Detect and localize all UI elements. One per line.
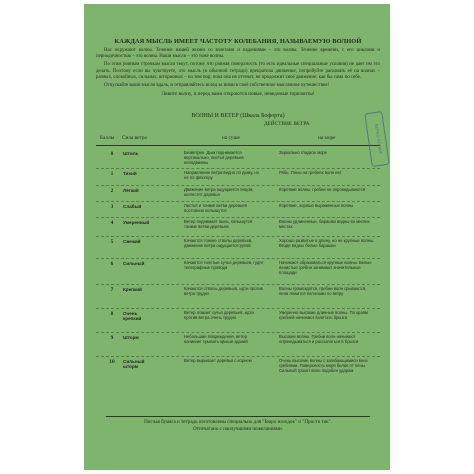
row-force-name: Лёгкий — [123, 187, 139, 193]
row-balls: 8 — [110, 310, 114, 317]
row-sea-effect: Рябь. Пены на гребнях волн нет — [279, 169, 342, 175]
row-sea-effect: Высокие волны. Гребни волн начинают опрокидываться и рассыпаться в брызги — [279, 333, 359, 345]
row-divider — [96, 201, 380, 202]
row-force-name: Сильный шторм — [123, 358, 145, 370]
row-force-name: Свежий — [123, 238, 141, 244]
closing-line: Ловите волну, и перед вами откроются новые, неведомые горизонты! — [161, 90, 315, 97]
row-divider — [96, 168, 380, 169]
row-sea-effect: Очень высокие волны с загибающимися вниз гребнями. Поверхность моря белая от пены. Сильный грохот волн подобен ударам — [279, 357, 368, 374]
row-balls: 0 — [110, 150, 114, 157]
row-balls: 4 — [110, 219, 114, 226]
row-sea-effect: Умеренно высокие длинные волны. По краям гребней начинают взлетать брызги — [279, 309, 368, 321]
row-balls: 9 — [110, 334, 114, 341]
row-land-effect: Качаются тонкие стволы деревьев, движение ветра ощущается рукой — [184, 237, 253, 249]
row-land-effect: Качаются толстые сучья деревьев, гудят телеграфные провода — [184, 259, 264, 271]
table-subheader — [96, 135, 380, 145]
row-balls: 7 — [110, 286, 114, 293]
row-sea-effect: Волны удлиненные, барашки видны во многих местах — [279, 218, 370, 230]
row-sea-effect: Начинают образоваться крупные волны. Белые пенистые гребни занимают значительные площади — [279, 259, 372, 276]
stamp-text: ВЕРНО КОПИЯ — [373, 123, 384, 154]
row-sea-effect: Хорошо развитые в длину, но не крупные волны. Везде видны белые барашки — [279, 237, 375, 249]
row-divider — [96, 308, 380, 309]
row-land-effect: Качаются стволы деревьев, идти против ветра трудно — [184, 285, 263, 297]
col-land-label: на суше — [222, 134, 240, 141]
row-balls: 3 — [110, 203, 114, 210]
row-divider — [96, 185, 380, 186]
row-force-name: Шторм — [123, 334, 139, 340]
row-force-name: Тихий — [123, 170, 137, 176]
row-force-name: Крепкий — [123, 286, 142, 292]
row-land-effect: Направление ветра видно по дыму, но не по флюгеру — [184, 169, 260, 181]
row-divider — [96, 217, 380, 218]
row-divider — [96, 332, 380, 333]
footer-line-1: Писчая бумага и тетрадь изготовлены специально для "Бюро находок" и "Просто так". — [144, 419, 332, 425]
col-balls-label: Баллы — [100, 134, 115, 141]
row-land-effect: Ветер вырывает деревья с корнем — [184, 357, 252, 363]
row-balls: 6 — [110, 260, 114, 267]
row-land-effect: Ветер поднимает пыль, колышутся тонкие ветви деревьев — [184, 218, 253, 230]
col-force-label: Сила ветра — [122, 134, 147, 141]
row-force-name: Сильный — [123, 260, 145, 266]
row-sea-effect: Короткие волны, гребни не опрокидываются — [279, 186, 366, 192]
row-land-effect: Ветер ломает сучья деревьев, идти против ветра очень трудно — [184, 309, 254, 321]
col-sea-label: на море — [318, 134, 336, 141]
row-land-effect: Безветрие. Дым поднимается вертикально, листья деревьев неподвижны — [184, 149, 244, 166]
row-force-name: Штиль — [123, 150, 139, 156]
table-header — [96, 121, 380, 135]
row-force-name: Умеренный — [123, 219, 150, 225]
beaufort-table — [96, 146, 380, 428]
row-divider — [96, 236, 380, 237]
row-sea-effect: Зеркально гладкое море — [279, 149, 328, 155]
intro-paragraph-3: Отпускайте ваши мысли вдаль, и отправляйтесь вслед за ними в своё собственное мысленное путешествие! — [104, 83, 330, 89]
row-force-name: Очень крепкий — [123, 310, 142, 322]
row-divider — [96, 356, 380, 357]
row-balls: 5 — [110, 238, 114, 245]
row-balls: 2 — [110, 187, 114, 194]
row-divider — [96, 258, 380, 259]
notebook-cover — [84, 4, 390, 470]
intro-paragraph-1: Нас окружают волны. Течение нашей жизни со взлетами и падениями – это волны. Течение времени, с его циклами и периодичностью – это волны. Наши мысли – это тоже волны. — [96, 48, 380, 60]
row-balls: 10 — [109, 358, 115, 365]
row-balls: 1 — [110, 170, 114, 177]
page-title: КАЖДАЯ МЫСЛЬ ИМЕЕТ ЧАСТОТУ КОЛЕБАНИЯ, НАЗЫВАЕМУЮ ВОЛНОЙ — [114, 38, 362, 45]
intro-paragraph-2: По этим ровным строчкам мысли текут, потому что ровная поверхность (то есть идеальные специальные условия) не дает им это делать. Поэтому если вы чувствуете, что мысль (в обычной тетради) прекратила движение, попробуйте раскачать её на волнах – разных, спокойных, сильных, штормовых – по тем пор, пока она не оттечет, не продолжит своё движение, как бы сама по себе. — [96, 62, 380, 81]
footer-line-2: Отпечатано с наилучшими пожеланиями. — [193, 426, 283, 432]
row-divider — [96, 284, 380, 285]
row-force-name: Слабый — [123, 203, 142, 209]
row-sea-effect: Короткие, хорошо выраженные волны — [279, 202, 354, 208]
row-sea-effect: Волны громоздятся, гребни волн срываются, пена ложится полосами по ветру — [279, 285, 367, 297]
col-effect-label: ДЕЙСТВИЕ ВЕТРА — [264, 120, 310, 127]
row-land-effect: Небольшие повреждения, ветер начинает срывать крыши зданий — [184, 333, 248, 345]
footer — [106, 416, 370, 433]
table-title: ВОЛНЫ И ВЕТЕР (Шкала Бофорта) — [191, 112, 285, 119]
row-land-effect: Листья и тонкие ветви деревьев постоянно колышутся — [184, 202, 247, 214]
row-land-effect: Движение ветра ощущается лицом, шелестят деревья — [184, 186, 254, 198]
